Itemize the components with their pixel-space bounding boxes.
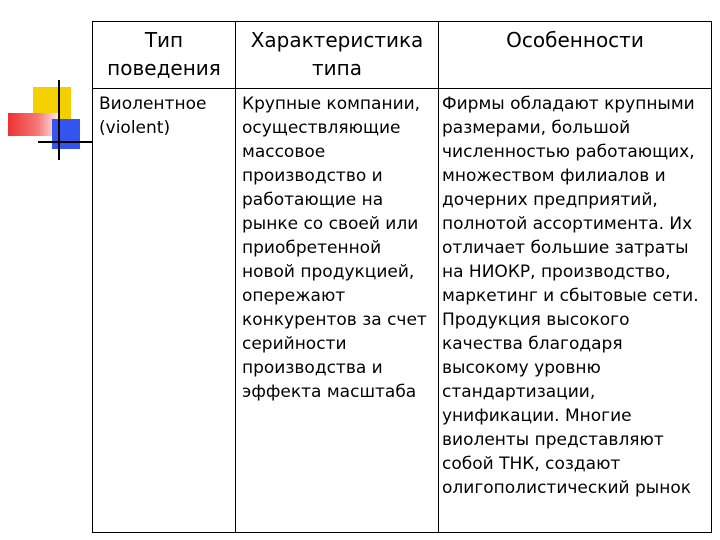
cell-characteristic: Крупные компании, осуществляющие массовое производство и работающие на рынке со своей или приобретенной новой продукцией, опережают конкурентов за счет серийности производства и эффекта масштаба (242, 94, 427, 402)
decor-red-bar (8, 113, 58, 136)
decor-blue-square (52, 119, 80, 149)
header-type: Тип поведения (107, 28, 221, 80)
header-features: Особенности (506, 28, 644, 52)
column-divider (235, 22, 236, 532)
header-characteristic: Характеристика типа (250, 28, 424, 80)
cell-type: Виолентное (violent) (99, 94, 207, 138)
column-divider (438, 22, 439, 532)
decor-vertical-line (58, 80, 60, 160)
decor-horizontal-line (38, 141, 94, 143)
cell-features: Фирмы обладают крупными размерами, большой численностью работающих, множеством филиалов и дочерних предприятий, полнотой ассортимента. Их отличает большие затраты на НИОКР, производство, маркетинг и сбытовые сети. Продукция высокого качества благодаря высокому уровню стандартизации, унификации. Многие виоленты представляют собой ТНК, создают олигополистический рынок (442, 94, 699, 498)
behavior-type-table (92, 21, 712, 533)
header-divider (93, 88, 711, 89)
